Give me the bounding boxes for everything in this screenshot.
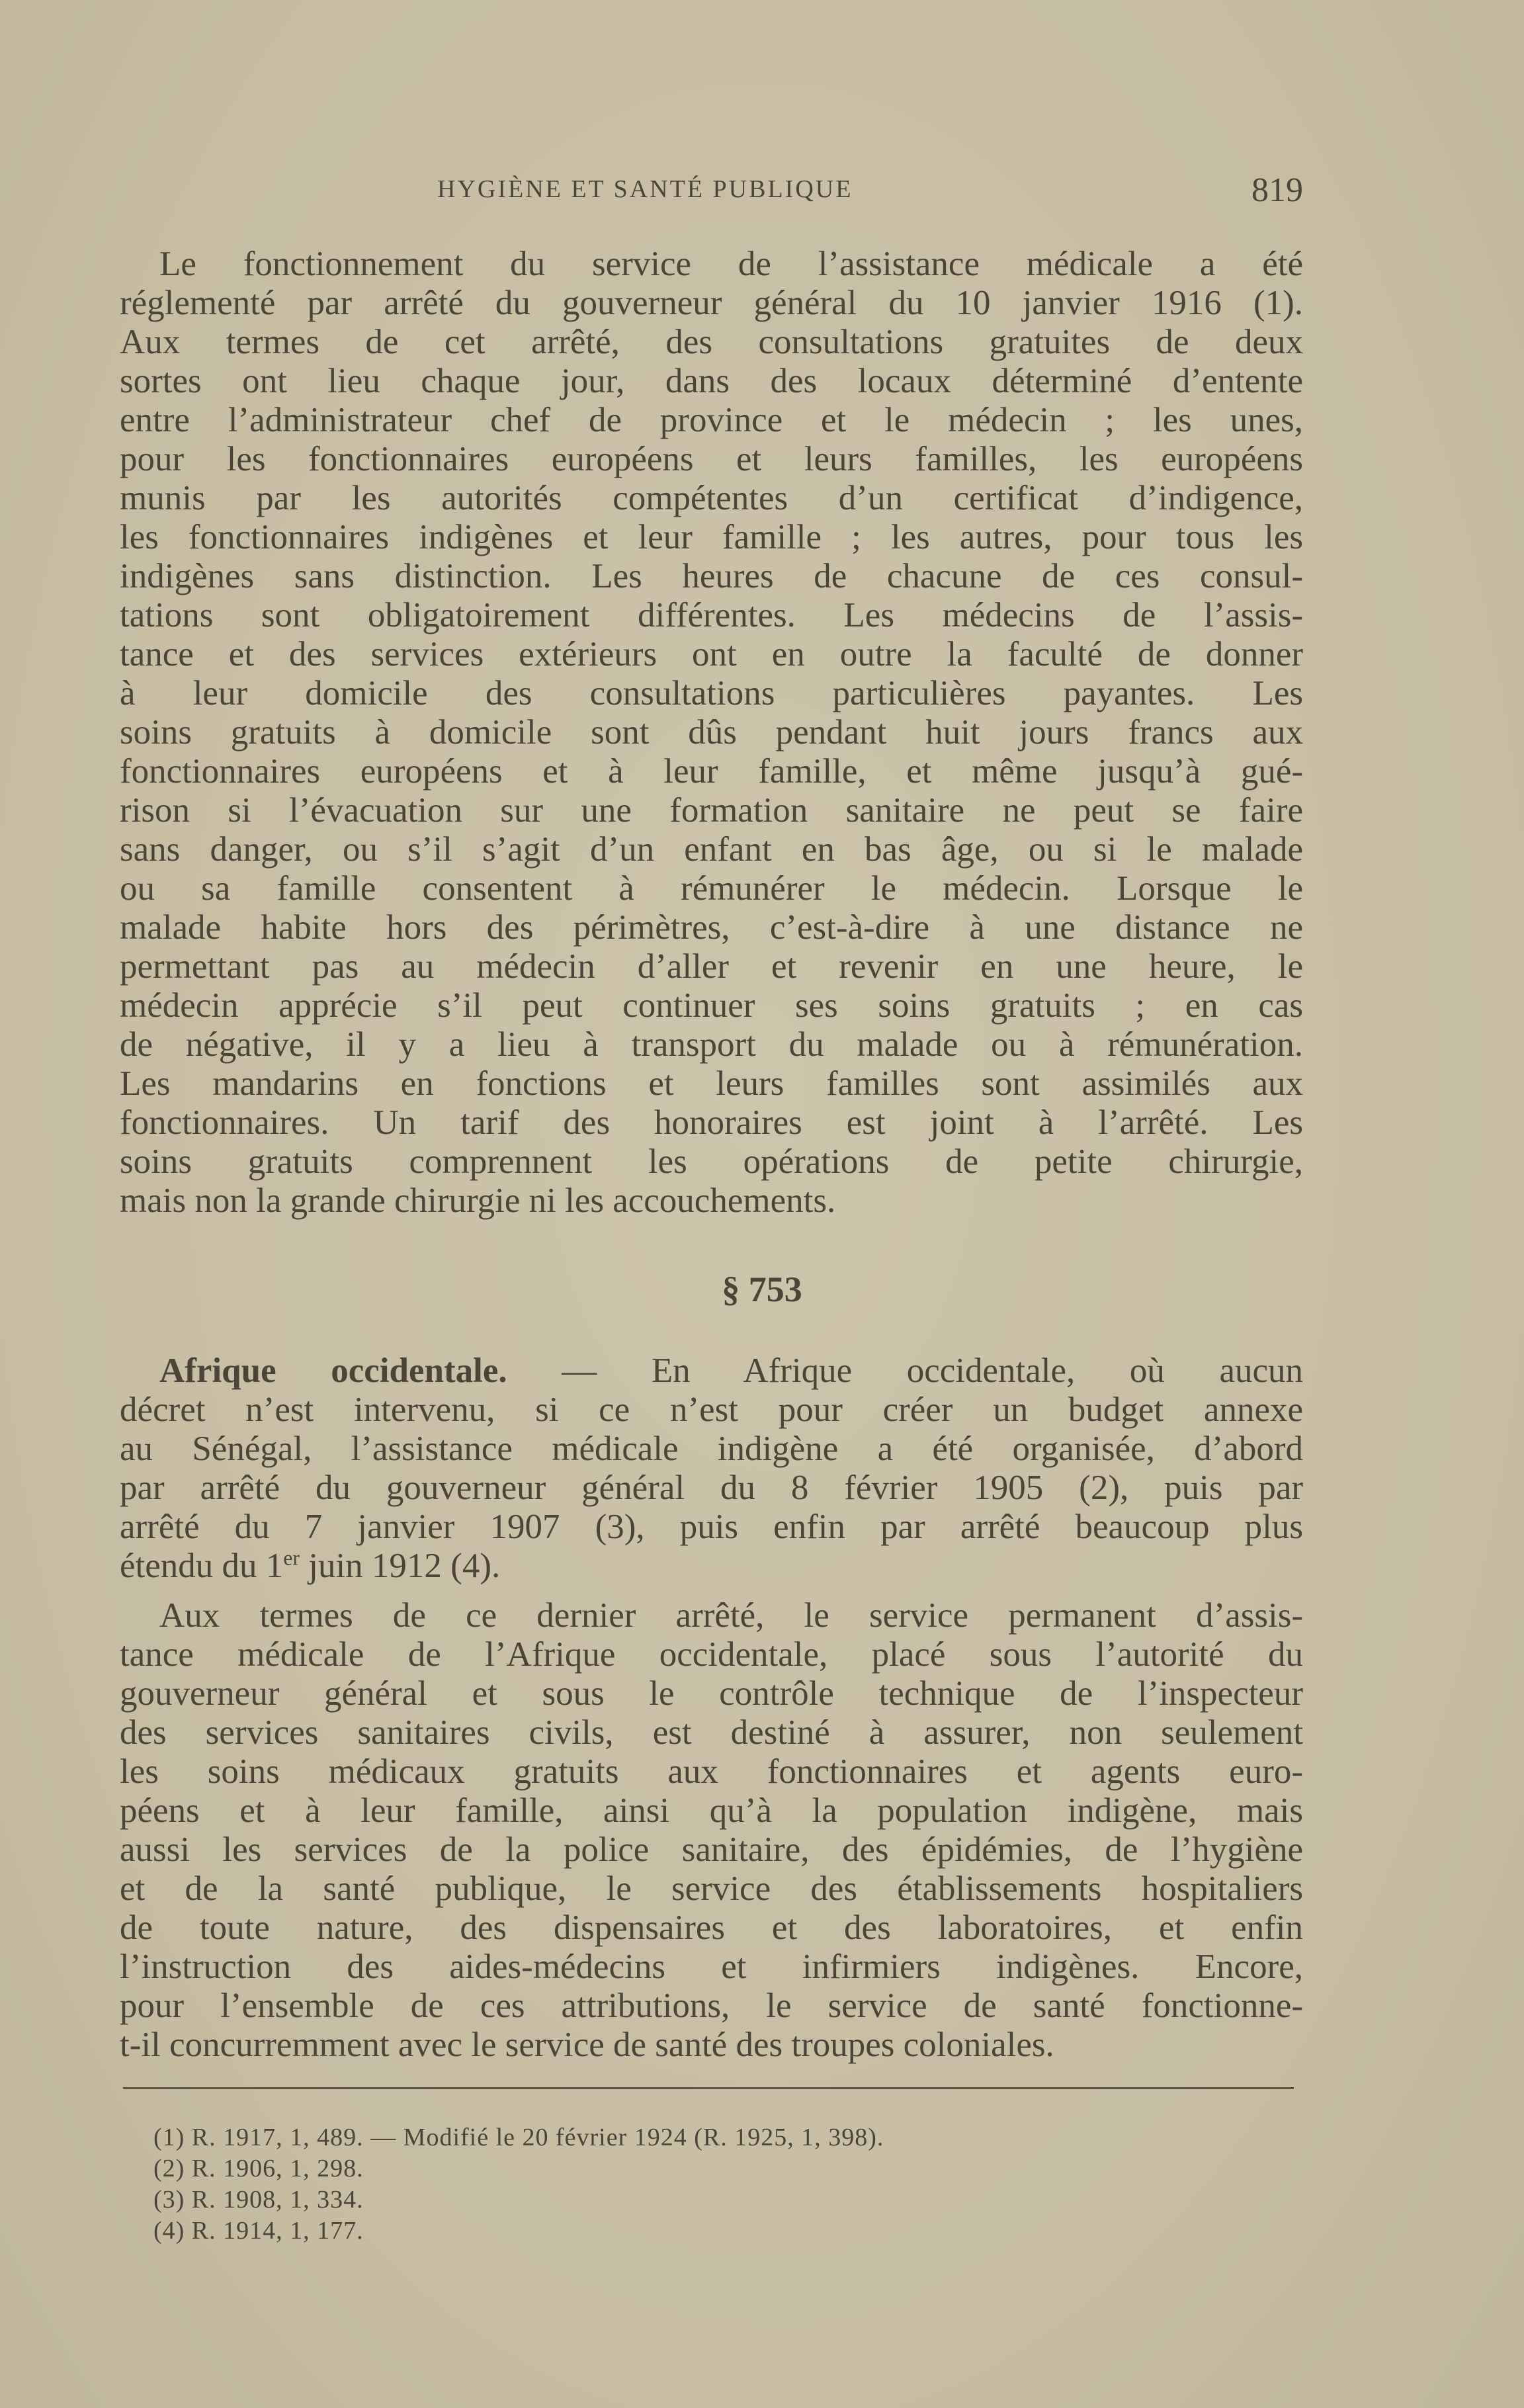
text-line: médecin apprécie s’il peut continuer ses soins gratuits ; en cas (120, 986, 1303, 1025)
text-line: arrêté du 7 janvier 1907 (3), puis enfin par arrêté beaucoup plus (120, 1508, 1303, 1546)
text-line: tations sont obligatoirement différentes. Les médecins de l’assis- (120, 596, 1303, 634)
text-line: munis par les autorités compétentes d’un certificat d’indigence, (120, 479, 1303, 517)
running-title: HYGIÈNE ET SANTÉ PUBLIQUE (437, 175, 853, 203)
text-line: péens et à leur famille, ainsi qu’à la population indigène, mais (120, 1791, 1303, 1830)
text-line: par arrêté du gouverneur général du 8 février 1905 (2), puis par (120, 1469, 1303, 1507)
text-line: aussi les services de la police sanitaire, des épidémies, de l’hygiène (120, 1830, 1303, 1869)
text-line: étendu du 1er juin 1912 (4). (120, 1546, 501, 1585)
text-line: Le fonctionnement du service de l’assistance médicale a été (159, 245, 1303, 283)
paragraph-3 (120, 1596, 1303, 2065)
text-line: mais non la grande chirurgie ni les accouchements. (120, 1182, 836, 1220)
text-line: fonctionnaires. Un tarif des honoraires est joint à l’arrêté. Les (120, 1103, 1303, 1142)
page-header (120, 171, 1303, 210)
text-line: à leur domicile des consultations particulières payantes. Les (120, 674, 1303, 712)
text-line: l’instruction des aides-médecins et infirmiers indigènes. Encore, (120, 1948, 1303, 1986)
text-line: décret n’est intervenu, si ce n’est pour créer un budget annexe (120, 1391, 1303, 1429)
paragraph-2 (120, 1352, 1303, 1586)
text-line: gouverneur général et sous le contrôle technique de l’inspecteur (120, 1674, 1303, 1713)
text-line: pour les fonctionnaires européens et leurs familles, les européens (120, 440, 1303, 478)
text-line: entre l’administrateur chef de province et le médecin ; les unes, (120, 401, 1303, 439)
section-heading: § 753 (722, 1269, 802, 1309)
text-line: t-il concurremment avec le service de santé des troupes coloniales. (120, 2026, 1054, 2064)
footnote: (3) R. 1908, 1, 334. (153, 2186, 364, 2214)
footnote-divider (123, 2087, 1294, 2089)
text-line: Les mandarins en fonctions et leurs familles sont assimilés aux (120, 1064, 1303, 1103)
text-line: pour l’ensemble de ces attributions, le service de santé fonctionne- (120, 1987, 1303, 2025)
text-line: permettant pas au médecin d’aller et revenir en une heure, le (120, 947, 1303, 986)
text-line: Aux termes de cet arrêté, des consultations gratuites de deux (120, 323, 1303, 361)
footnote: (4) R. 1914, 1, 177. (153, 2217, 364, 2245)
page-number: 819 (1251, 171, 1303, 209)
text-line: soins gratuits comprennent les opérations de petite chirurgie, (120, 1142, 1303, 1181)
text-line: réglementé par arrêté du gouverneur général du 10 janvier 1916 (1). (120, 284, 1303, 322)
text-line (120, 1352, 1303, 1391)
text-line: fonctionnaires européens et à leur famille, et même jusqu’à gué- (120, 752, 1303, 791)
text-line: sans danger, ou s’il s’agit d’un enfant en bas âge, ou si le malade (120, 830, 1303, 869)
text-line: Aux termes de ce dernier arrêté, le service permanent d’assis- (159, 1596, 1303, 1635)
footnote: (1) R. 1917, 1, 489. — Modifié le 20 février 1924 (R. 1925, 1, 398). (153, 2124, 884, 2151)
text-span: — En Afrique occidentale, où aucun (507, 1352, 1304, 1390)
text-line: tance médicale de l’Afrique occidentale, placé sous l’autorité du (120, 1635, 1303, 1674)
text-line: et de la santé publique, le service des établissements hospitaliers (120, 1870, 1303, 1908)
text-line: les fonctionnaires indigènes et leur famille ; les autres, pour tous les (120, 518, 1303, 556)
text-line: sortes ont lieu chaque jour, dans des locaux déterminé d’entente (120, 362, 1303, 400)
text-line: au Sénégal, l’assistance médicale indigène a été organisée, d’abord (120, 1430, 1303, 1468)
text-line: malade habite hors des périmètres, c’est-à-dire à une distance ne (120, 908, 1303, 947)
text-line: soins gratuits à domicile sont dûs pendant huit jours francs aux (120, 713, 1303, 752)
text-line: ou sa famille consentent à rémunérer le médecin. Lorsque le (120, 869, 1303, 908)
text-line: les soins médicaux gratuits aux fonctionnaires et agents euro- (120, 1752, 1303, 1791)
footnotes (153, 2122, 884, 2247)
section-lead-title: Afrique occidentale. (159, 1352, 507, 1390)
footnote: (2) R. 1906, 1, 298. (153, 2155, 364, 2182)
text-line: indigènes sans distinction. Les heures de chacune de ces consul- (120, 557, 1303, 595)
text-line: tance et des services extérieurs ont en outre la faculté de donner (120, 635, 1303, 673)
text-line: des services sanitaires civils, est destiné à assurer, non seulement (120, 1713, 1303, 1752)
paragraph-1 (120, 245, 1303, 1221)
text-line: de toute nature, des dispensaires et des laboratoires, et enfin (120, 1909, 1303, 1947)
text-line: de négative, il y a lieu à transport du malade ou à rémunération. (120, 1025, 1303, 1064)
text-line: rison si l’évacuation sur une formation sanitaire ne peut se faire (120, 791, 1303, 830)
